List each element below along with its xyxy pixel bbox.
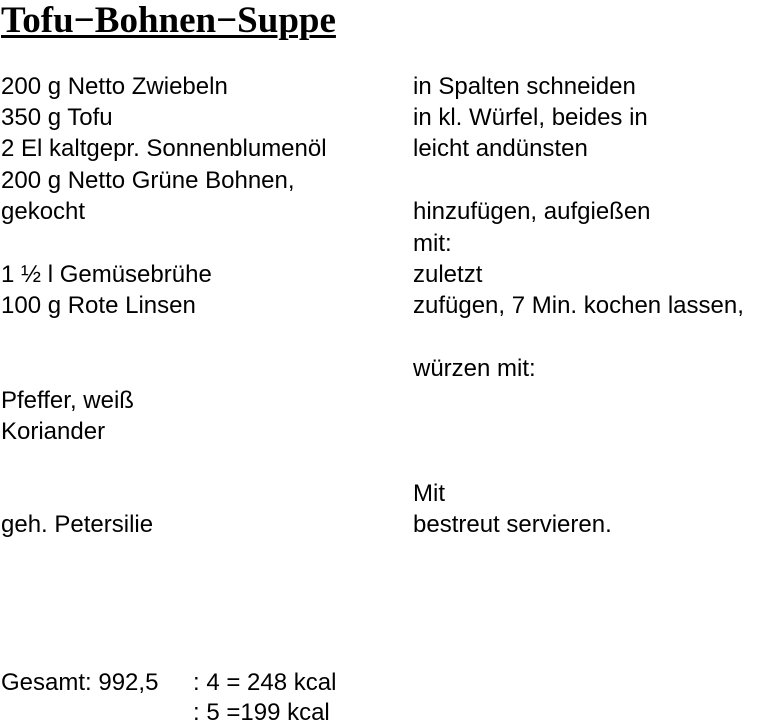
ingredient-line: geh. Petersilie [1, 511, 154, 538]
instruction-line: zuletzt [413, 261, 483, 288]
ingredient-line: 2 El kaltgepr. Sonnenblumenöl [1, 135, 327, 162]
ingredient-line: 200 g Netto Grüne Bohnen, [1, 167, 295, 194]
instruction-line: Mit [413, 480, 445, 507]
ingredient-line: Pfeffer, weiß [1, 387, 134, 414]
instruction-line: leicht andünsten [413, 135, 588, 162]
total-calories-label: Gesamt: 992,5 [1, 669, 159, 696]
ingredient-line: 100 g Rote Linsen [1, 292, 196, 319]
calories-per-5-servings: : 5 =199 kcal [193, 699, 330, 726]
instruction-line: in kl. Würfel, beides in [413, 104, 648, 131]
instruction-line: in Spalten schneiden [413, 73, 636, 100]
ingredient-line: gekocht [1, 198, 86, 225]
calories-per-4-servings: : 4 = 248 kcal [193, 669, 337, 696]
instruction-line: hinzufügen, aufgießen [413, 198, 651, 225]
instruction-line: mit: [413, 230, 452, 257]
recipe-title: Tofu−Bohnen−Suppe [1, 0, 336, 41]
ingredient-line: 1 ½ l Gemüsebrühe [1, 261, 212, 288]
instruction-line: zufügen, 7 Min. kochen lassen, [413, 292, 744, 319]
instruction-line: bestreut servieren. [413, 511, 612, 538]
instruction-line: würzen mit: [413, 355, 536, 382]
ingredient-line: Koriander [1, 418, 106, 445]
ingredient-line: 350 g Tofu [1, 104, 113, 131]
ingredient-line: 200 g Netto Zwiebeln [1, 73, 228, 100]
